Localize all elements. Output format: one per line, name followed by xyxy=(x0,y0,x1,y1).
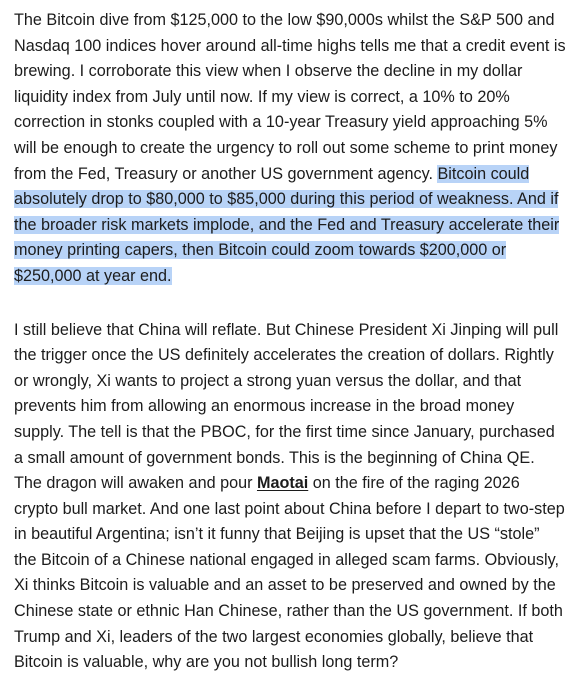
highlighted-text[interactable]: Bitcoin could absolutely drop to $80,000 to $85,000 during this period of weakness. And if the broader risk markets implode, and the Fed and Treasury accelerate their money printing capers, then Bitcoin could zoom towards $200,000 or $250,000 at year end. xyxy=(14,164,560,285)
maotai-link[interactable]: Maotai xyxy=(256,474,309,493)
paragraph-2-text-before-link: I still believe that China will reflate. But Chinese President Xi Jinping will pull the trigger once the US definitely accelerates the creation of dollars. Rightly or wrongly, Xi wants to project a strong yuan versus the dollar, and that prevents him from allowing an enormous increase in the broad money supply. The tell is that the PBOC, for the first time since January, purchased a small amount of government bonds. This is the beginning of China QE. The dragon will awaken and pour xyxy=(14,320,559,493)
article-body xyxy=(14,8,566,676)
paragraph-2 xyxy=(14,318,566,676)
paragraph-2-text-after-link: on the fire of the raging 2026 crypto bull market. And one last point about China before I depart to two-step in beautiful Argentina; isn’t it funny that Beijing is upset that the US “stole” the Bitcoin of a Chinese national engaged in alleged scam farms. Obviously, Xi thinks Bitcoin is valuable and an asset to be preserved and owned by the Chinese state or ethnic Han Chinese, rather than the US government. If both Trump and Xi, leaders of the two largest economies globally, believe that Bitcoin is valuable, why are you not bullish long term? xyxy=(14,474,565,672)
paragraph-1 xyxy=(14,8,566,290)
paragraph-1-text: The Bitcoin dive from $125,000 to the low $90,000s whilst the S&P 500 and Nasdaq 100 indices hover around all-time highs tells me that a credit event is brewing. I corroborate this view when I observe the decline in my dollar liquidity index from July until now. If my view is correct, a 10% to 20% correction in stonks coupled with a 10-year Treasury yield approaching 5% will be enough to create the urgency to roll out some scheme to print money from the Fed, Treasury or another US government agency. xyxy=(14,11,566,183)
